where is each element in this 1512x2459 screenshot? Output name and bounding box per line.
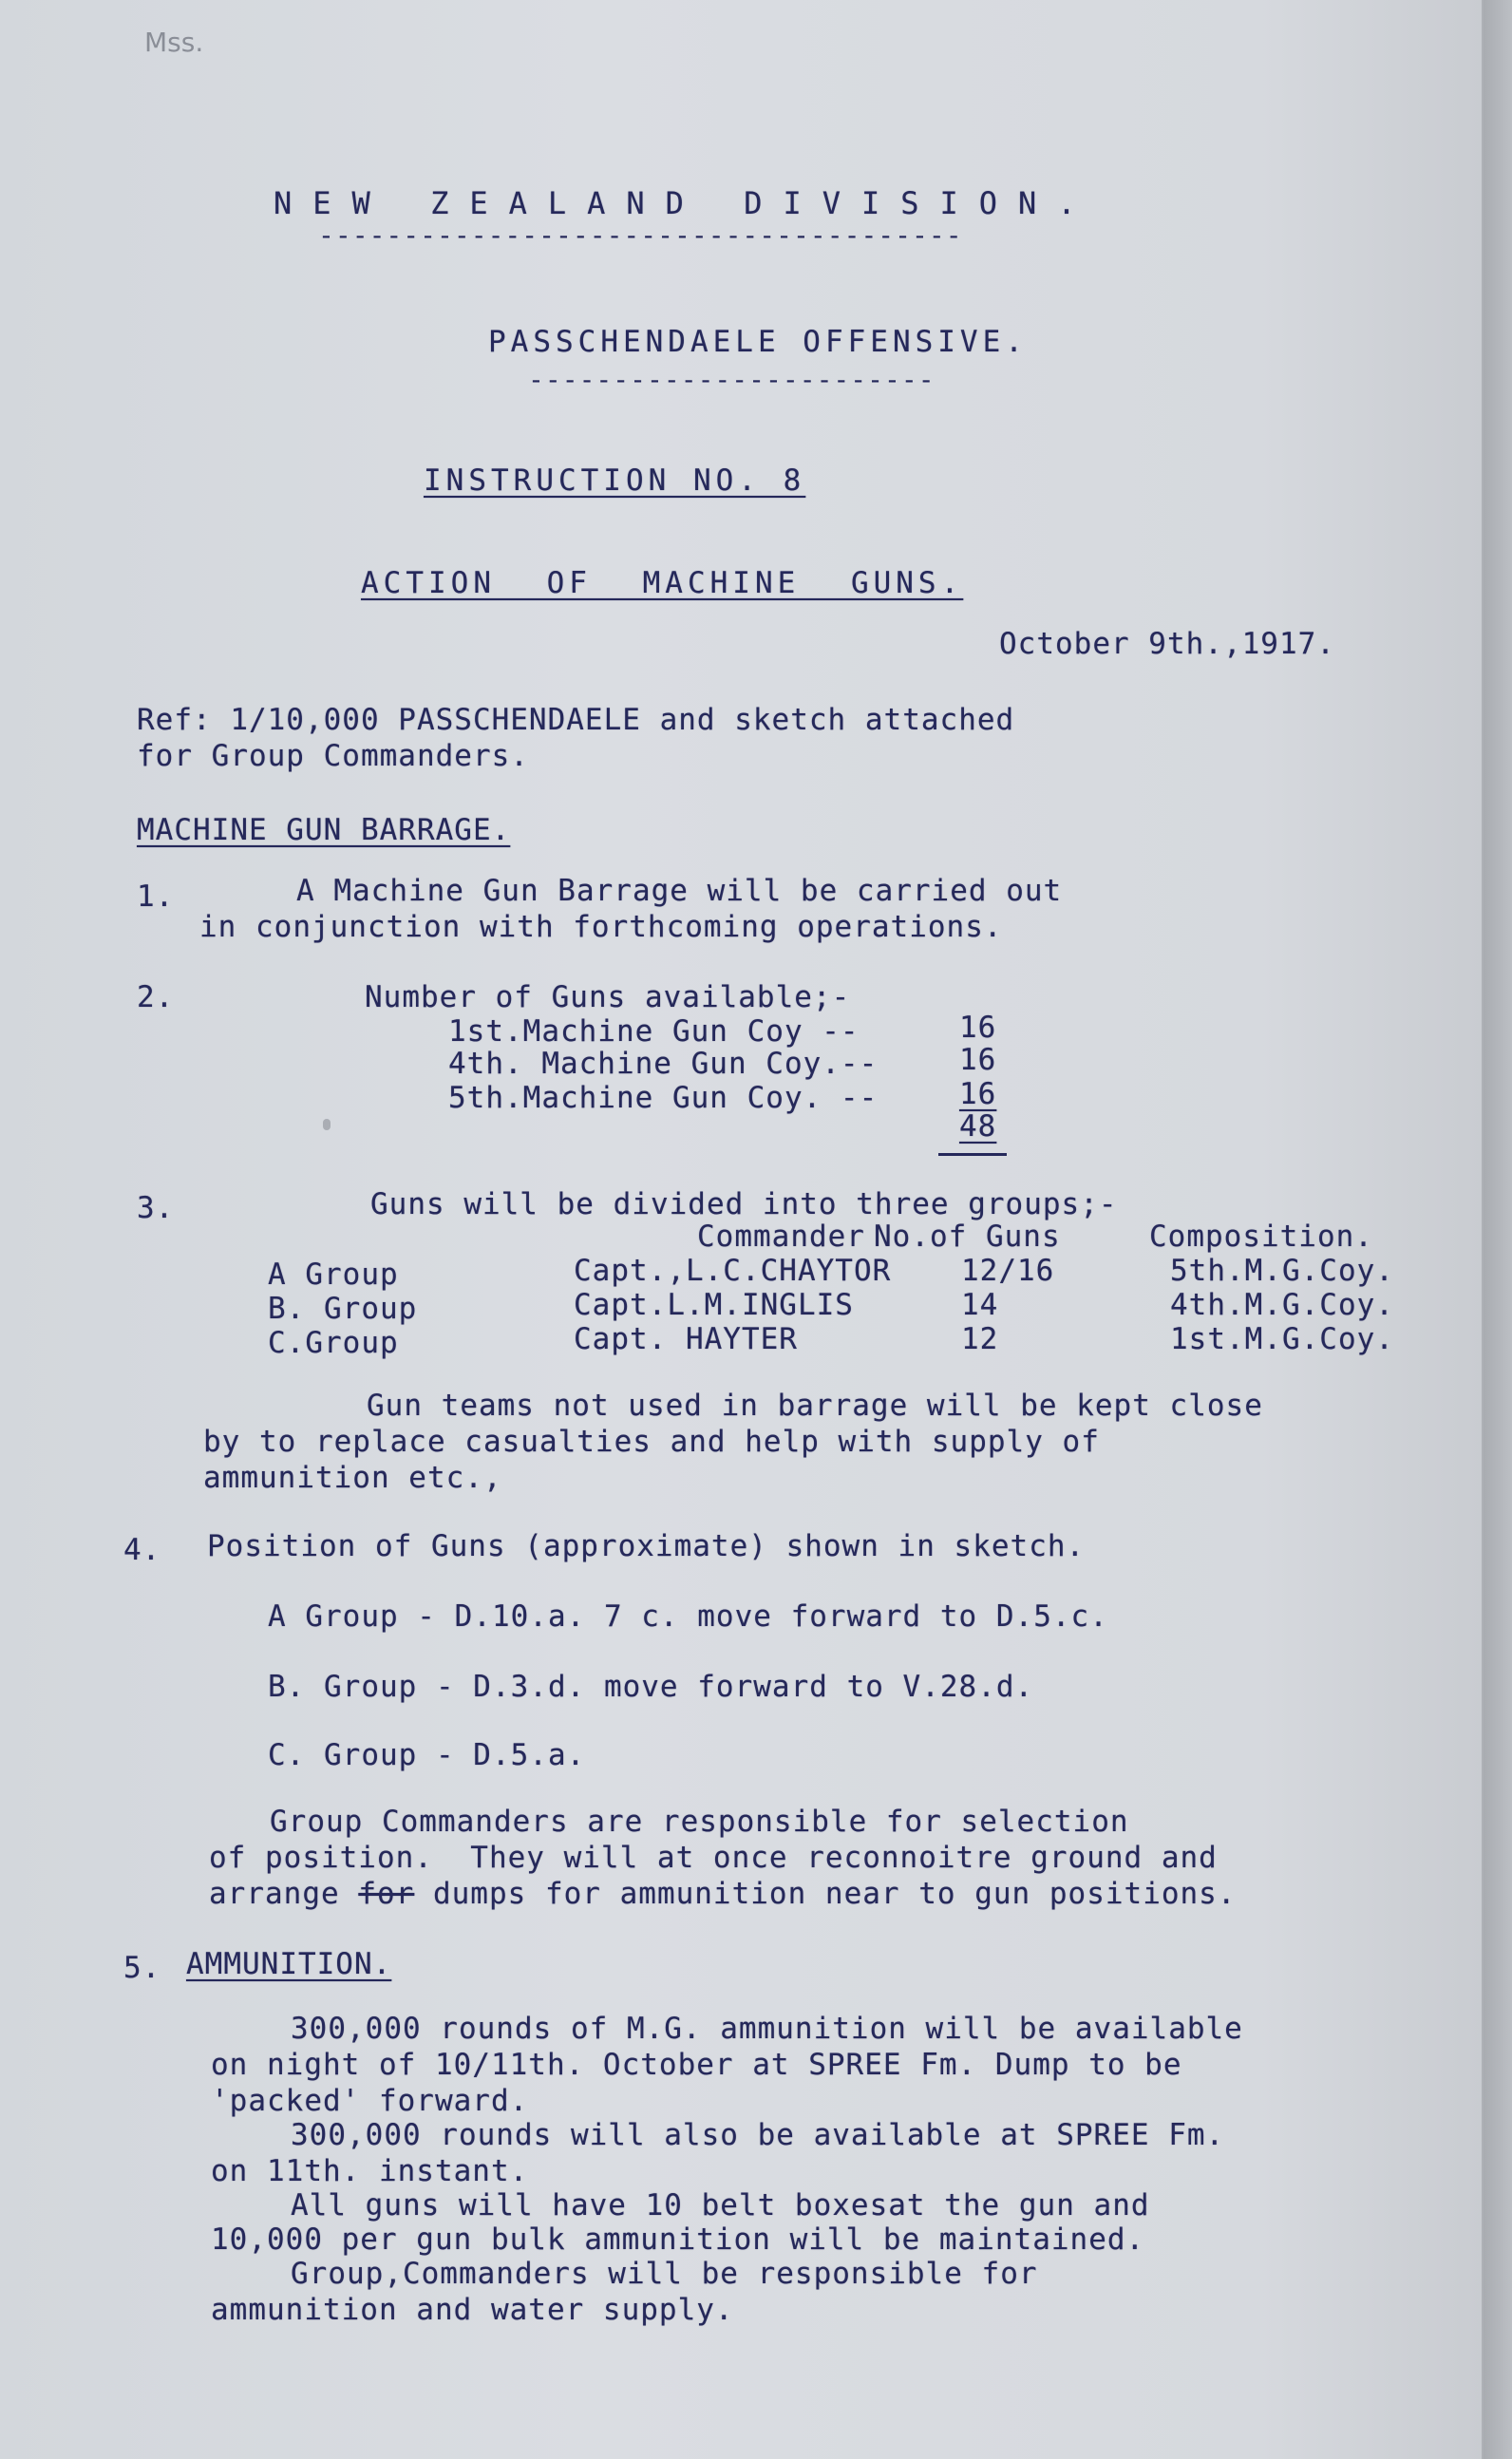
gun-company-3: 5th.Machine Gun Coy. -- <box>448 1081 879 1115</box>
para-5-number: 5. <box>123 1951 161 1985</box>
group-c-guns: 12 <box>961 1322 999 1356</box>
gun-teams-line-3: ammunition etc., <box>203 1461 502 1495</box>
groups-header-guns: No.of Guns <box>874 1220 1061 1254</box>
ammunition-line-4: 300,000 rounds will also be available at SPREE Fm. <box>291 2118 1225 2152</box>
para-1-line-2: in conjunction with forthcoming operations. <box>199 910 1003 944</box>
subtitle-rule: ------------------------ <box>528 370 936 389</box>
para-2-intro: Number of Guns available;- <box>365 980 851 1014</box>
ammunition-line-3: 'packed' forward. <box>211 2084 529 2118</box>
gun-company-1: 1st.Machine Gun Coy -- <box>448 1014 860 1049</box>
groups-header-composition: Composition. <box>1149 1220 1373 1254</box>
para-3-intro: Guns will be divided into three groups;- <box>370 1187 1118 1221</box>
para-4-number: 4. <box>123 1533 161 1567</box>
group-a-commander: Capt.,L.C.CHAYTOR <box>574 1254 892 1288</box>
ammunition-line-9: ammunition and water supply. <box>211 2293 734 2327</box>
gun-teams-line-1: Gun teams not used in barrage will be kept close <box>367 1389 1263 1423</box>
document-date: October 9th.,1917. <box>999 627 1335 661</box>
gun-count-3: 16 <box>959 1077 997 1111</box>
group-c-name: C.Group <box>268 1326 399 1360</box>
groups-header-commander: Commander <box>697 1220 865 1254</box>
para-2-number: 2. <box>137 980 175 1014</box>
group-a-name: A Group <box>268 1258 399 1292</box>
ammunition-line-6: All guns will have 10 belt boxesat the gun and <box>291 2188 1150 2223</box>
group-b-guns: 14 <box>961 1288 999 1322</box>
group-b-name: B. Group <box>268 1292 418 1326</box>
responsibility-line-3 <box>209 1877 1237 1911</box>
gun-count-1: 16 <box>959 1011 997 1045</box>
responsibility-line-2: of position. They will at once reconnoitre ground and <box>209 1841 1218 1875</box>
ammunition-line-8: Group,Commanders will be responsible for <box>291 2257 1038 2291</box>
ammunition-line-2: on night of 10/11th. October at SPREE Fm. Dump to be <box>211 2048 1182 2082</box>
responsibility-line-3-end: dumps for ammunition near to gun positions. <box>414 1877 1237 1911</box>
page-edge-shadow <box>1484 0 1512 2459</box>
ammunition-line-5: on 11th. instant. <box>211 2154 529 2188</box>
para-4-line: Position of Guns (approximate) shown in sketch. <box>207 1529 1086 1563</box>
section-heading: MACHINE GUN BARRAGE. <box>137 813 511 847</box>
corner-note: Mss. <box>144 27 204 58</box>
gun-count-2: 16 <box>959 1043 997 1077</box>
action-heading: ACTION OF MACHINE GUNS. <box>361 566 964 600</box>
position-c-group: C. Group - D.5.a. <box>268 1738 586 1772</box>
ref-line-1: Ref: 1/10,000 PASSCHENDAELE and sketch attached <box>137 703 1015 737</box>
responsibility-line-1: Group Commanders are responsible for selection <box>270 1805 1129 1839</box>
ammunition-line-7: 10,000 per gun bulk ammunition will be maintained. <box>211 2223 1145 2257</box>
ammunition-heading: AMMUNITION. <box>186 1947 392 1981</box>
struck-word: for <box>358 1877 415 1911</box>
group-a-guns: 12/16 <box>961 1254 1055 1288</box>
para-1-line-1: A Machine Gun Barrage will be carried out <box>296 874 1063 908</box>
document-subtitle: PASSCHENDAELE OFFENSIVE. <box>488 325 1028 359</box>
ammunition-line-1: 300,000 rounds of M.G. ammunition will be available <box>291 2012 1243 2046</box>
group-b-commander: Capt.L.M.INGLIS <box>574 1288 854 1322</box>
gun-total: 48 <box>959 1109 997 1144</box>
group-c-composition: 1st.M.G.Coy. <box>1170 1322 1394 1356</box>
para-1-number: 1. <box>137 880 175 914</box>
group-a-composition: 5th.M.G.Coy. <box>1170 1254 1394 1288</box>
total-double-rule <box>938 1153 1007 1156</box>
paper-speck <box>323 1119 331 1130</box>
document-title: NEW ZEALAND DIVISION. <box>274 185 1097 221</box>
position-b-group: B. Group - D.3.d. move forward to V.28.d. <box>268 1670 1034 1704</box>
ref-line-2: for Group Commanders. <box>137 739 529 773</box>
gun-teams-line-2: by to replace casualties and help with supply of <box>203 1425 1100 1459</box>
group-b-composition: 4th.M.G.Coy. <box>1170 1288 1394 1322</box>
instruction-number: INSTRUCTION NO. 8 <box>424 463 806 498</box>
group-c-commander: Capt. HAYTER <box>574 1322 798 1356</box>
responsibility-line-3-start: arrange <box>209 1877 359 1911</box>
position-a-group: A Group - D.10.a. 7 c. move forward to D.5.c. <box>268 1599 1108 1634</box>
gun-company-2: 4th. Machine Gun Coy.-- <box>448 1047 879 1081</box>
title-rule: -------------------------------------- <box>318 226 963 245</box>
para-3-number: 3. <box>137 1191 175 1225</box>
